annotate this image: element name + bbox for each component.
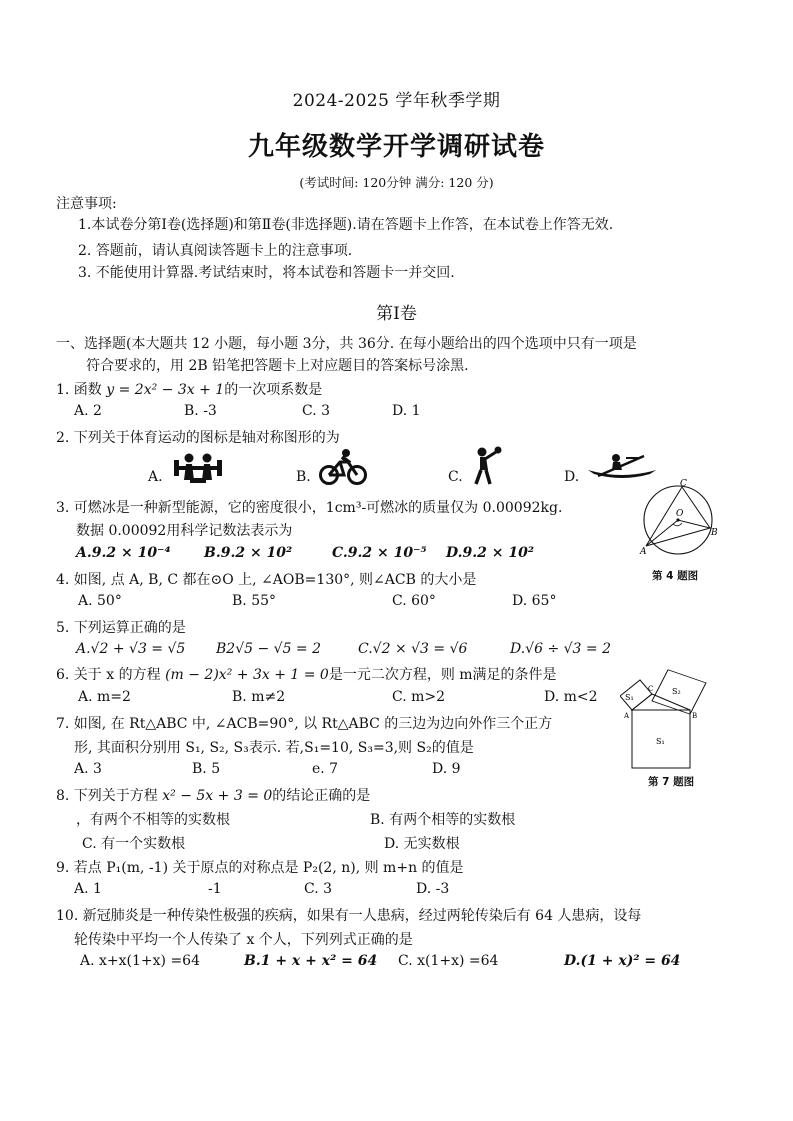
option-a: A. m=2 bbox=[78, 689, 131, 705]
question-8-stem bbox=[56, 785, 370, 805]
option-a: A.√2 + √3 = √5 bbox=[76, 641, 186, 657]
label-s2: S₂ bbox=[672, 687, 681, 696]
option-b: B. m≠2 bbox=[232, 689, 286, 705]
question-7-stem: 形, 其面积分别用 S₁, S₂, S₃表示. 若,S₁=10, S₃=3,则 S₂的值是 bbox=[74, 740, 474, 756]
question-2-stem: 2. 下列关于体育运动的图标是轴对称图形的为 bbox=[56, 430, 340, 446]
question-10-stem: 轮传染中平均一个人传染了 x 个人，下列列式正确的是 bbox=[74, 932, 413, 948]
rowing-icon bbox=[586, 452, 658, 480]
option-a: A. 3 bbox=[74, 761, 102, 777]
option-b: B. -3 bbox=[184, 403, 217, 419]
note-item: 1.本试卷分第Ⅰ卷(选择题)和第Ⅱ卷(非选择题).请在答题卡上作答，在本试卷上作答无效. bbox=[78, 217, 614, 233]
option-c: C.√2 × √3 = √6 bbox=[358, 641, 468, 657]
label-c: C bbox=[648, 685, 654, 693]
option-a: A. bbox=[148, 469, 163, 485]
option-b: B. bbox=[296, 469, 311, 485]
question-9-stem: 9. 若点 P₁(m, -1) 关于原点的对称点是 P₂(2, n), 则 m+n 的值是 bbox=[56, 860, 464, 876]
label-c: C bbox=[680, 479, 687, 489]
option-d: D.(1 + x)² = 64 bbox=[564, 953, 681, 969]
option-b: B. 5 bbox=[192, 761, 221, 777]
option-b: B2√5 − √5 = 2 bbox=[216, 641, 322, 657]
label-b: B bbox=[711, 528, 718, 538]
option-a: A. 50° bbox=[78, 593, 122, 609]
question-1-stem bbox=[56, 379, 322, 399]
circle-figure-q4 bbox=[634, 478, 718, 562]
option-c: C. 有一个实数根 bbox=[82, 836, 186, 852]
option-d: D. -3 bbox=[416, 881, 450, 897]
stem-text: 8. 下列关于方程 bbox=[56, 788, 163, 804]
option-d: D. bbox=[564, 469, 580, 485]
option-a: A. 1 bbox=[74, 881, 102, 897]
option-b: B.1 + x + x² = 64 bbox=[244, 953, 378, 969]
option-b: -1 bbox=[208, 881, 222, 897]
volleyball-icon bbox=[470, 446, 504, 486]
option-d: D. 1 bbox=[392, 403, 421, 419]
question-3-stem: 数据 0.00092用科学记数法表示为 bbox=[76, 523, 293, 539]
option-a: ，有两个不相等的实数根 bbox=[76, 812, 230, 828]
label-a: A bbox=[640, 547, 647, 557]
option-a: A. x+x(1+x) =64 bbox=[80, 953, 200, 969]
notes-heading: 注意事项: bbox=[56, 196, 117, 212]
option-d: D. 65° bbox=[512, 593, 557, 609]
weightlifting-icon bbox=[172, 450, 224, 486]
label-s1-left: S₁ bbox=[625, 693, 634, 702]
option-b: B.9.2 × 10² bbox=[204, 545, 293, 561]
option-d: D. 无实数根 bbox=[384, 836, 460, 852]
question-4-stem: 4. 如图, 点 A, B, C 都在⊙O 上, ∠AOB=130°, 则∠ACB 的大小是 bbox=[56, 572, 477, 588]
option-c: C. 60° bbox=[392, 593, 436, 609]
figure-caption-q7: 第 7 题图 bbox=[648, 776, 695, 788]
note-item: 3. 不能使用计算器.考试结束时，将本试卷和答题卡一并交回. bbox=[78, 265, 455, 281]
note-item: 2. 答题前，请认真阅读答题卡上的注意事项. bbox=[78, 243, 353, 259]
option-d: D. 9 bbox=[432, 761, 461, 777]
option-c: C. 3 bbox=[304, 881, 333, 897]
label-a: A bbox=[624, 712, 630, 720]
question-3-stem: 3. 可燃冰是一种新型能源，它的密度很小，1cm³-可燃冰的质量仅为 0.00092kg. bbox=[56, 500, 563, 516]
question-10-stem: 10. 新冠肺炎是一种传染性极强的疾病，如果有一人患病，经过两轮传染后有 64 人患病，设每 bbox=[56, 908, 642, 924]
section-title: 第Ⅰ卷 bbox=[376, 304, 417, 324]
cycling-icon bbox=[318, 448, 368, 486]
stem-text: 6. 关于 x 的方程 bbox=[56, 667, 166, 683]
option-c: C.9.2 × 10⁻⁵ bbox=[332, 545, 427, 561]
option-d: D.9.2 × 10² bbox=[446, 545, 534, 561]
option-d: D.√6 ÷ √3 = 2 bbox=[510, 641, 612, 657]
option-c: C. 3 bbox=[302, 403, 331, 419]
option-b: B. 55° bbox=[232, 593, 277, 609]
formula: (m − 2)x² + 3x + 1 = 0 bbox=[165, 667, 329, 683]
option-d: D. m<2 bbox=[544, 689, 598, 705]
option-b: B. 有两个相等的实数根 bbox=[370, 812, 516, 828]
exam-meta: (考试时间: 120分钟 满分: 120 分) bbox=[299, 175, 494, 190]
squares-figure-q7 bbox=[620, 666, 720, 772]
term-heading: 2024-2025 学年秋季学期 bbox=[292, 91, 501, 111]
figure-caption-q4: 第 4 题图 bbox=[652, 570, 699, 582]
question-7-stem: 7. 如图, 在 Rt△ABC 中, ∠ACB=90°, 以 Rt△ABC 的三边为边向外作三个正方 bbox=[56, 716, 553, 732]
label-s1-bottom: S₁ bbox=[656, 737, 665, 746]
question-5-stem: 5. 下列运算正确的是 bbox=[56, 620, 186, 636]
label-o: O bbox=[676, 509, 684, 519]
option-c: C. x(1+x) =64 bbox=[398, 953, 499, 969]
exam-title: 九年级数学开学调研试卷 bbox=[247, 132, 545, 162]
stem-text: 的一次项系数是 bbox=[224, 382, 323, 398]
section-intro: 符合要求的，用 2B 铅笔把答题卡上对应题目的答案标号涂黑. bbox=[86, 358, 469, 374]
option-a: A. 2 bbox=[74, 403, 102, 419]
section-intro: 一、选择题(本大题共 12 小题，每小题 3分，共 36分. 在每小题给出的四个选项中只有一项是 bbox=[56, 336, 637, 352]
stem-text: 是一元二次方程，则 m满足的条件是 bbox=[328, 667, 557, 683]
stem-text: 1. 函数 bbox=[56, 382, 107, 398]
option-c: C. m>2 bbox=[392, 689, 446, 705]
option-c: C. bbox=[448, 469, 463, 485]
stem-text: 的结论正确的是 bbox=[272, 788, 371, 804]
question-6-stem bbox=[56, 664, 557, 684]
option-a: A.9.2 × 10⁻⁴ bbox=[76, 545, 171, 561]
formula: y = 2x² − 3x + 1 bbox=[106, 382, 225, 398]
label-b: B bbox=[692, 712, 698, 720]
formula: x² − 5x + 3 = 0 bbox=[162, 788, 273, 804]
option-c: e. 7 bbox=[312, 761, 339, 777]
